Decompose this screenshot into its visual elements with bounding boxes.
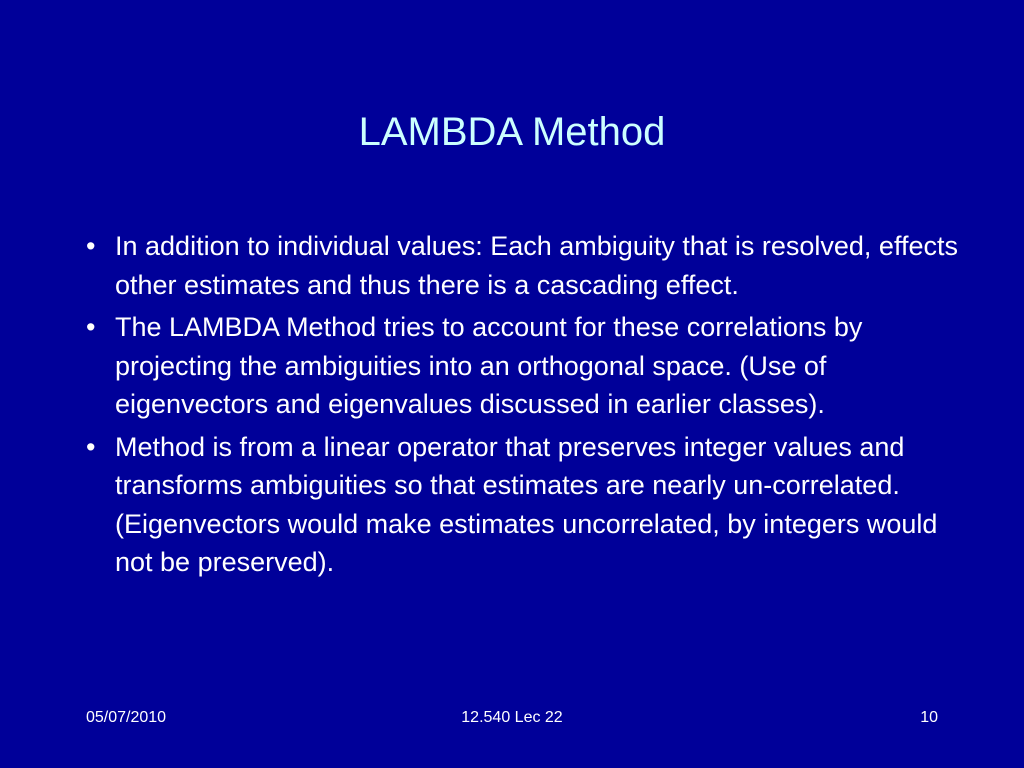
bullet-text: The LAMBDA Method tries to account for these correlations by projecting the ambiguities into an orthogonal space. (Use of eigenvectors and eigenvalues discussed in earlier classes). bbox=[115, 312, 863, 419]
bullet-text: In addition to individual values: Each ambiguity that is resolved, effects other estimates and thus there is a cascading effect. bbox=[115, 231, 958, 300]
bullet-marker: • bbox=[86, 312, 96, 342]
bullet-list bbox=[86, 227, 966, 586]
footer-page-number: 10 bbox=[920, 709, 938, 726]
bullet-marker: • bbox=[86, 431, 96, 462]
bullet-item bbox=[86, 308, 966, 424]
footer-date: 05/07/2010 bbox=[86, 709, 167, 726]
bullet-item bbox=[86, 227, 966, 304]
footer-lecture: 12.540 Lec 22 bbox=[461, 709, 563, 726]
bullet-item bbox=[86, 428, 966, 582]
bullet-marker: • bbox=[86, 231, 96, 261]
slide-title: LAMBDA Method bbox=[358, 110, 666, 154]
bullet-text: Method is from a linear operator that preserves integer values and transforms ambiguities so that estimates are nearly un-correlated. (Eigenvectors would make estimates uncorrelated, by integers would not be preserved). bbox=[115, 431, 938, 577]
